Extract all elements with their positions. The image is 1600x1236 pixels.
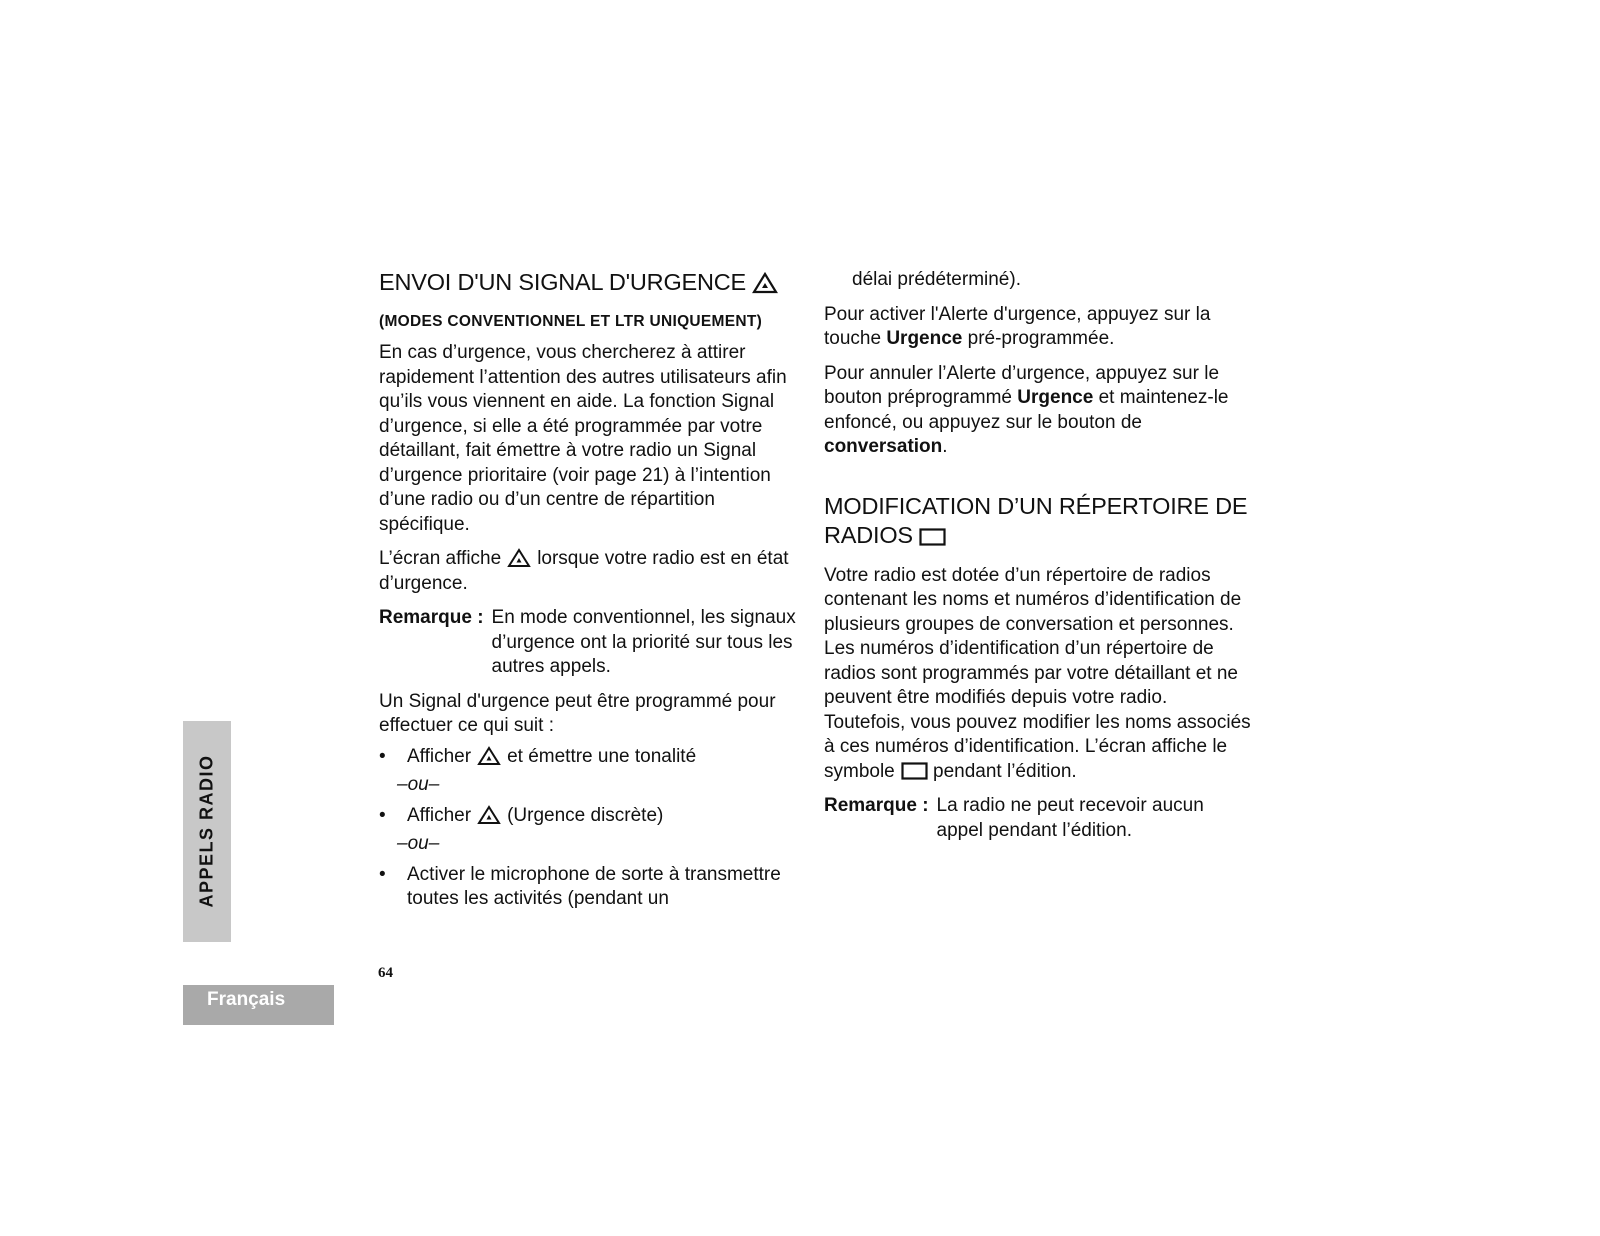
left-column bbox=[379, 268, 801, 916]
directory-heading-text: MODIFICATION D’UN RÉPERTOIRE DE RADIOS bbox=[824, 492, 1248, 548]
cancel-alert-paragraph bbox=[824, 362, 1252, 460]
urgence-key-label: Urgence bbox=[1017, 387, 1094, 408]
conversation-button-label: conversation bbox=[824, 436, 943, 457]
directory-body-paragraph bbox=[824, 564, 1252, 785]
activate-alert-paragraph bbox=[824, 303, 1252, 352]
section-side-tab bbox=[183, 721, 231, 942]
note-label: Remarque : bbox=[379, 607, 484, 628]
list-item: • Activer le microphone de sorte à transmettre toutes les activités (pendant un bbox=[379, 863, 801, 912]
urgence-key-label: Urgence bbox=[886, 328, 963, 349]
note-label: Remarque : bbox=[824, 795, 929, 816]
program-options-paragraph: Un Signal d'urgence peut être programmé pour effectuer ce qui suit : bbox=[379, 690, 776, 736]
emergency-intro-paragraph: En cas d’urgence, vous chercherez à attirer rapidement l’attention des autres utilisateurs afin qu’ils vous viennent en aide. La fonction Signal d’urgence, si elle a été programmée par votre détaillant, fait émettre à votre radio un Signal d’urgence prioritaire (voir page 21) à l’intention d’une radio ou d’un centre de répartition spécifique. bbox=[379, 342, 787, 535]
emergency-triangle-icon bbox=[752, 272, 778, 294]
directory-heading bbox=[824, 492, 1252, 550]
editing-note bbox=[824, 794, 1252, 843]
emergency-triangle-icon bbox=[477, 805, 501, 825]
bullet-text-after: (Urgence discrète) bbox=[507, 804, 664, 826]
emergency-heading bbox=[379, 268, 801, 297]
note-text: La radio ne peut recevoir aucun appel pendant l’édition. bbox=[936, 795, 1204, 841]
list-item bbox=[379, 745, 801, 770]
emergency-heading-text: ENVOI D'UN SIGNAL D'URGENCE bbox=[379, 269, 747, 295]
list-item bbox=[379, 804, 801, 829]
conventional-mode-note bbox=[379, 606, 801, 680]
emergency-options-list bbox=[379, 745, 801, 770]
activate-text-after: pré-programmée. bbox=[967, 328, 1115, 349]
bullet-text-after: et émettre une tonalité bbox=[507, 745, 697, 767]
emergency-options-list bbox=[379, 863, 801, 912]
emergency-triangle-icon bbox=[477, 746, 501, 766]
directory-body-text: Votre radio est dotée d’un répertoire de radios contenant les noms et numéros d’identification de plusieurs groupes de conversation et personnes. Les numéros d’identification d’un répertoire de radios sont programmés par votre détaillant et ne peuvent être modifiés depuis votre radio. Toutefois, vous pouvez modifier les noms associés à ces numéros d’identification. L’écran affiche le symbole bbox=[824, 564, 1251, 782]
bullet-text-before: Afficher bbox=[407, 804, 472, 826]
activate-text-before: Pour activer l'Alerte d'urgence, appuyez sur la touche bbox=[824, 303, 1211, 349]
emergency-triangle-icon bbox=[507, 548, 531, 568]
screen-display-text-before: L’écran affiche bbox=[379, 548, 502, 569]
or-separator: –ou– bbox=[397, 833, 440, 854]
note-text: En mode conventionnel, les signaux d’urgence ont la priorité sur tous les autres appels. bbox=[491, 607, 796, 677]
cancel-text-middle: et maintenez-le enfoncé, ou appuyez sur le bouton de bbox=[824, 387, 1229, 433]
directory-body-text-after: pendant l’édition. bbox=[933, 760, 1077, 782]
directory-box-icon bbox=[919, 528, 946, 546]
section-side-tab-label: APPELS RADIO bbox=[196, 754, 217, 908]
emergency-subheading: (MODES CONVENTIONNEL ET LTR UNIQUEMENT) bbox=[379, 313, 763, 330]
cancel-text-before: Pour annuler l’Alerte d’urgence, appuyez sur le bouton préprogrammé bbox=[824, 362, 1220, 408]
continuation-text: délai prédéterminé). bbox=[852, 269, 1021, 290]
page-number: 64 bbox=[378, 965, 393, 981]
cancel-text-end: . bbox=[942, 436, 948, 457]
bullet-text-before: Afficher bbox=[407, 745, 472, 767]
emergency-options-list bbox=[379, 804, 801, 829]
right-column bbox=[824, 268, 1252, 853]
directory-box-icon bbox=[901, 762, 928, 780]
language-tab: Français bbox=[183, 985, 334, 1025]
screen-display-text-after: lorsque votre radio est en état d’urgence. bbox=[379, 548, 789, 594]
or-separator: –ou– bbox=[397, 774, 440, 795]
screen-display-paragraph bbox=[379, 547, 801, 596]
